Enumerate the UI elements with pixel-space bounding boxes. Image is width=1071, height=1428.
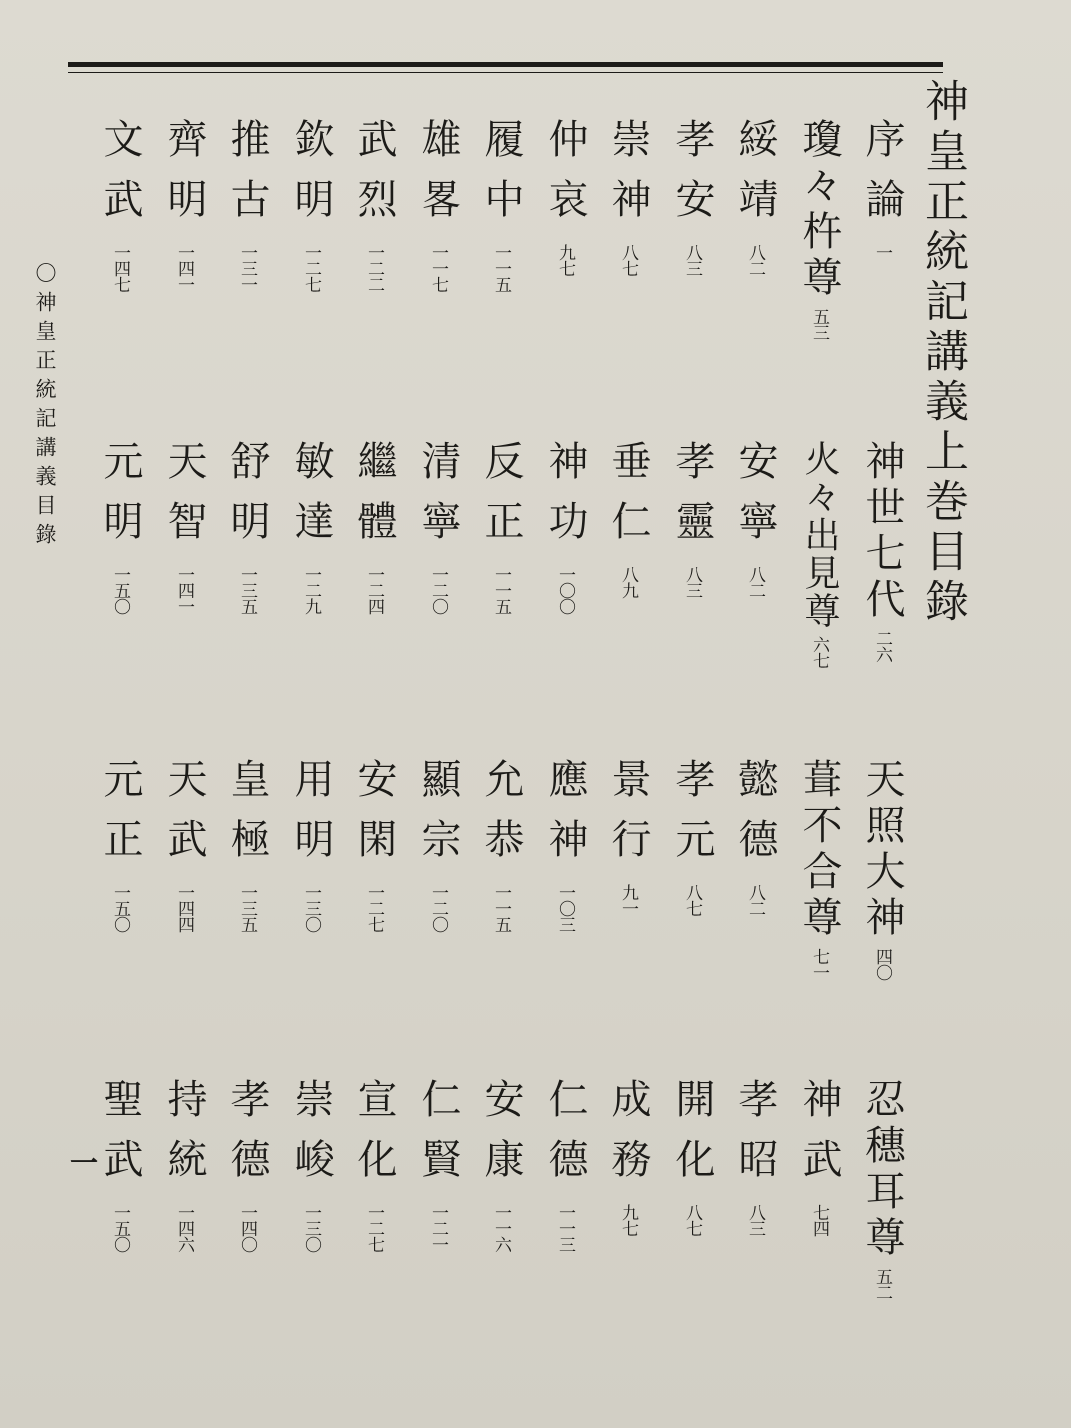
entry-page: 五二 [872, 1268, 892, 1300]
entry-name: 齊明 [161, 118, 207, 238]
toc-entry [665, 440, 719, 598]
toc-column [538, 118, 592, 1368]
entry-page: 一〇〇 [555, 566, 575, 614]
top-rule-thin [68, 72, 943, 73]
entry-name: 孝靈 [669, 440, 715, 560]
toc-column [665, 118, 719, 1368]
entry-name: 元明 [97, 440, 143, 560]
page-number: 一 [66, 1148, 99, 1176]
entry-page: 八七 [618, 244, 638, 276]
entry-name: 仲哀 [542, 118, 588, 238]
toc-entry [284, 1078, 338, 1252]
entry-name: 景行 [605, 758, 651, 878]
entry-name: 欽明 [288, 118, 334, 238]
toc-column [855, 118, 909, 1368]
entry-page: 一四一 [174, 244, 194, 292]
toc-entry [601, 440, 655, 598]
entry-page: 一〇三 [555, 884, 575, 932]
toc-entry [157, 1078, 211, 1252]
toc-entry [665, 1078, 719, 1236]
toc-column [474, 118, 528, 1368]
toc-entry [474, 758, 528, 932]
toc-entry [728, 1078, 782, 1236]
entry-page: 一一五 [491, 244, 511, 292]
entry-page: 一四一 [174, 566, 194, 614]
entry-name: 天武 [161, 758, 207, 878]
entry-page: 一三一 [237, 244, 257, 292]
toc-entry [538, 440, 592, 614]
toc-column [220, 118, 274, 1368]
entry-page: 一四四 [174, 884, 194, 932]
toc-entry [728, 758, 782, 916]
toc-entry [855, 118, 909, 260]
entry-page: 九七 [618, 1204, 638, 1236]
entry-name: 反正 [478, 440, 524, 560]
entry-name: 用明 [288, 758, 334, 878]
entry-name: 懿德 [732, 758, 778, 878]
entry-page: 九一 [618, 884, 638, 916]
toc-entry [220, 1078, 274, 1252]
entry-name: 忍穗耳尊 [859, 1078, 905, 1262]
entry-name: 葺不合尊 [796, 758, 842, 942]
entry-page: 一二七 [364, 884, 384, 932]
entry-page: 一三五 [237, 884, 257, 932]
toc-entry [792, 118, 846, 340]
entry-name: 仁德 [542, 1078, 588, 1198]
toc-column [411, 118, 465, 1368]
entry-name: 安康 [478, 1078, 524, 1198]
entry-page: 一二七 [301, 244, 321, 292]
entry-name: 顯宗 [415, 758, 461, 878]
toc-entry [93, 440, 147, 614]
toc-entry [474, 440, 528, 614]
entry-name: 應神 [542, 758, 588, 878]
entry-name: 天照大神 [859, 758, 905, 942]
entry-name: 雄畧 [415, 118, 461, 238]
entry-name: 舒明 [224, 440, 270, 560]
entry-page: 七一 [809, 948, 829, 980]
toc-column [284, 118, 338, 1368]
entry-name: 推古 [224, 118, 270, 238]
toc-column [157, 118, 211, 1368]
entry-name: 武烈 [351, 118, 397, 238]
toc-entry [157, 118, 211, 292]
toc-entry [855, 440, 909, 662]
toc-entry [411, 440, 465, 614]
toc-entry [347, 758, 401, 932]
entry-page: 一一五 [491, 884, 511, 932]
entry-name: 安寧 [732, 440, 778, 560]
entry-name: 火々出見尊 [799, 440, 840, 630]
toc-entry [538, 1078, 592, 1252]
toc-entry [93, 118, 147, 292]
entry-page: 八九 [618, 566, 638, 598]
toc-entry [855, 1078, 909, 1300]
entry-page: 八七 [682, 1204, 702, 1236]
toc-entry [601, 1078, 655, 1236]
toc-column [792, 118, 846, 1368]
toc-entry [474, 1078, 528, 1252]
page-title: 神皇正統記講義上巻目錄 [917, 78, 968, 628]
entry-name: 序論 [859, 118, 905, 238]
entry-name: 垂仁 [605, 440, 651, 560]
toc-entry [665, 118, 719, 276]
running-footer: 〇神皇正統記講義目錄 [33, 262, 57, 552]
entry-page: 七四 [809, 1204, 829, 1236]
entry-name: 神世七代 [859, 440, 905, 624]
toc-entry [347, 1078, 401, 1252]
toc-entry [157, 758, 211, 932]
entry-name: 文武 [97, 118, 143, 238]
entry-page: 一四七 [110, 244, 130, 292]
toc-entry [284, 118, 338, 292]
entry-name: 孝昭 [732, 1078, 778, 1198]
entry-page: 八二 [745, 884, 765, 916]
entry-page: 一 [872, 244, 892, 260]
entry-page: 一二一 [428, 1204, 448, 1252]
entry-page: 九七 [555, 244, 575, 276]
entry-name: 仁賢 [415, 1078, 461, 1198]
entry-name: 履中 [478, 118, 524, 238]
toc-entry [728, 440, 782, 598]
toc-entry [284, 758, 338, 932]
entry-page: 一四六 [174, 1204, 194, 1252]
entry-page: 一五〇 [110, 1204, 130, 1252]
toc-entry [728, 118, 782, 276]
entry-page: 一三五 [237, 566, 257, 614]
toc-entry [411, 118, 465, 292]
toc-entry [538, 118, 592, 276]
toc-entry [157, 440, 211, 614]
toc-entry [284, 440, 338, 614]
toc-entry [474, 118, 528, 292]
entry-name: 崇神 [605, 118, 651, 238]
entry-page: 八二 [745, 566, 765, 598]
entry-name: 皇極 [224, 758, 270, 878]
toc-entry [93, 758, 147, 932]
toc-entry [220, 758, 274, 932]
toc-entry [347, 118, 401, 292]
toc-entry [855, 758, 909, 980]
toc-column [728, 118, 782, 1368]
toc-column [93, 118, 147, 1368]
entry-page: 八七 [682, 884, 702, 916]
toc-entry [220, 118, 274, 292]
entry-page: 一二四 [364, 566, 384, 614]
entry-page: 一三〇 [301, 1204, 321, 1252]
toc-entry [411, 1078, 465, 1252]
entry-name: 持統 [161, 1078, 207, 1198]
toc-entry [792, 440, 846, 668]
toc-entry [792, 1078, 846, 1236]
entry-page: 一四〇 [237, 1204, 257, 1252]
toc-entry [347, 440, 401, 614]
entry-name: 神武 [796, 1078, 842, 1198]
entry-name: 崇峻 [288, 1078, 334, 1198]
toc-entry [665, 758, 719, 916]
entry-name: 清寧 [415, 440, 461, 560]
entry-page: 一二七 [364, 1204, 384, 1252]
entry-page: 四〇 [872, 948, 892, 980]
entry-page: 一五〇 [110, 566, 130, 614]
toc-column [601, 118, 655, 1368]
entry-page: 一一六 [491, 1204, 511, 1252]
entry-name: 允恭 [478, 758, 524, 878]
toc-column [347, 118, 401, 1368]
entry-page: 二六 [872, 630, 892, 662]
entry-name: 神功 [542, 440, 588, 560]
entry-page: 一五〇 [110, 884, 130, 932]
entry-page: 一二〇 [428, 566, 448, 614]
entry-page: 八三 [745, 1204, 765, 1236]
entry-name: 繼體 [351, 440, 397, 560]
entry-page: 五三 [809, 308, 829, 340]
entry-page: 八三 [682, 244, 702, 276]
entry-page: 一三〇 [301, 884, 321, 932]
entry-name: 瓊々杵尊 [796, 118, 842, 302]
toc-entry [601, 758, 655, 916]
toc-entry [601, 118, 655, 276]
entry-name: 元正 [97, 758, 143, 878]
toc-entry [792, 758, 846, 980]
entry-name: 孝安 [669, 118, 715, 238]
entry-page: 一二九 [301, 566, 321, 614]
entry-name: 孝元 [669, 758, 715, 878]
entry-name: 綏靖 [732, 118, 778, 238]
entry-page: 一一三 [555, 1204, 575, 1252]
entry-name: 敏達 [288, 440, 334, 560]
entry-name: 聖武 [97, 1078, 143, 1198]
entry-name: 天智 [161, 440, 207, 560]
entry-name: 孝德 [224, 1078, 270, 1198]
entry-page: 六七 [809, 636, 829, 668]
entry-name: 成務 [605, 1078, 651, 1198]
entry-page: 八三 [682, 566, 702, 598]
entry-name: 宣化 [351, 1078, 397, 1198]
toc-entry [538, 758, 592, 932]
entry-page: 一二〇 [428, 884, 448, 932]
entry-page: 一一七 [428, 244, 448, 292]
entry-page: 一二二 [364, 244, 384, 292]
entry-page: 一一五 [491, 566, 511, 614]
toc-entry [411, 758, 465, 932]
entry-page: 八二 [745, 244, 765, 276]
toc-entry [220, 440, 274, 614]
entry-name: 安閑 [351, 758, 397, 878]
top-rule [68, 62, 943, 67]
entry-name: 開化 [669, 1078, 715, 1198]
